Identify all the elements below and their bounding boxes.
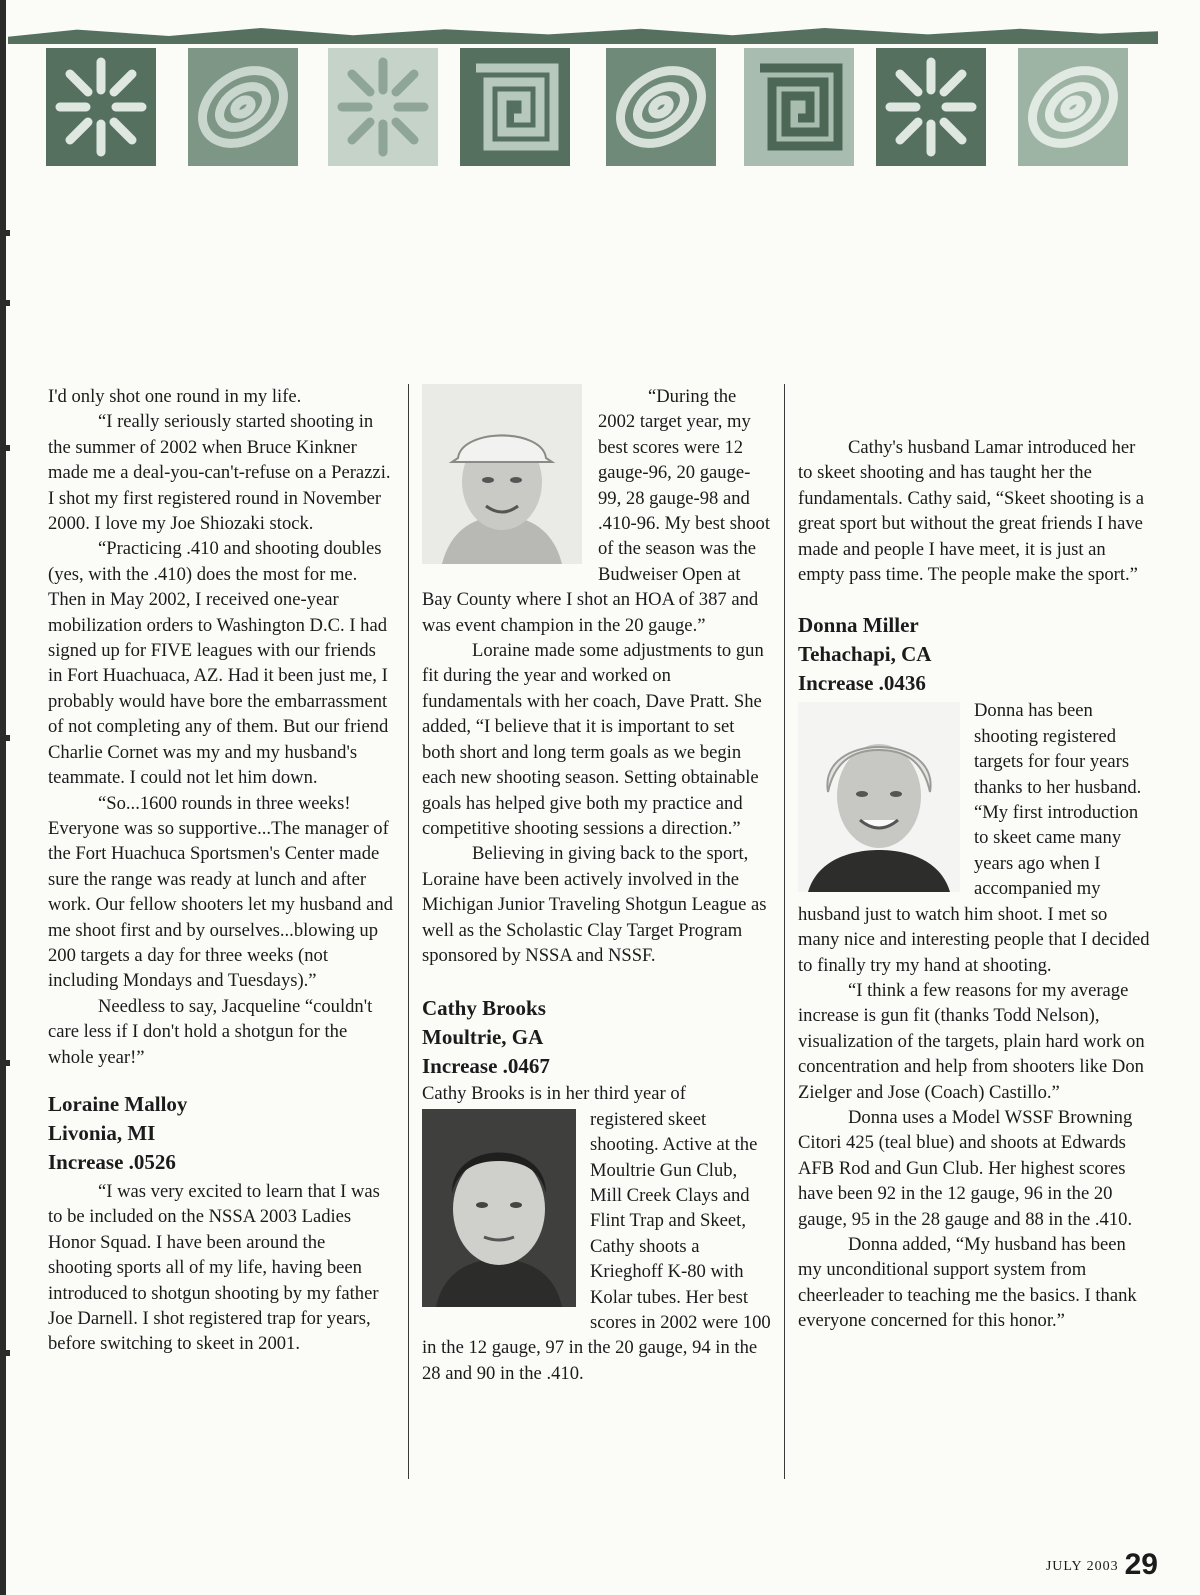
portrait-photo-donna <box>798 702 960 892</box>
edge-mark <box>4 230 10 236</box>
profile-location: Moultrie, GA <box>422 1025 544 1050</box>
paragraph: Donna uses a Model WSSF Browning Citori 425 (teal blue) and shoots at Edwards AFB Rod and Gun Club. Her highest scores have been 92 in the 12 gauge, 96 in the 20 gauge, 95 in the 28 gauge and 88 in the .410. <box>798 1106 1133 1230</box>
column-rule <box>784 384 785 1479</box>
profile-name: Loraine Malloy <box>48 1091 188 1116</box>
profile-heading-loraine <box>48 1090 393 1177</box>
paragraph: Donna added, “My husband has been my unconditional support system from cheerleader to teaching me the basics. I thank everyone concerned for this honor.” <box>798 1233 1137 1332</box>
profile-name: Cathy Brooks <box>422 996 546 1021</box>
star-icon <box>46 48 156 166</box>
paragraph: “So...1600 rounds in three weeks! Everyone was so supportive...The manager of the Fort Huachuca Sportsmen's Center made sure the range was ready at lunch and after work. Our fellow shooters let my husband and me shoot first and by ourselves...blowing up 200 targets a day for three weeks (not including Mondays and Tuesdays).” <box>48 792 393 992</box>
paragraph: Believing in giving back to the sport, Loraine have been actively involved in the Michigan Junior Traveling Shotgun League as well as the Scholastic Clay Target Program sponsored by NSSA and NSSF. <box>422 843 767 966</box>
profile-heading-donna <box>798 611 1153 698</box>
column-1 <box>48 384 393 1357</box>
profile-increase: Increase .0526 <box>48 1149 176 1174</box>
spiral-icon <box>188 48 298 166</box>
paragraph: “I was very excited to learn that I was to be included on the NSSA 2003 Ladies Honor Squad. I have been around the shooting sports all of my life, having been introduced to shotgun shooting by my father Joe Darnell. I shot registered trap for years, before switching to skeet in 2001. <box>48 1180 380 1355</box>
profile-increase: Increase .0467 <box>422 1054 550 1079</box>
column-rule <box>408 384 409 1479</box>
paragraph: Cathy's husband Lamar introduced her to skeet shooting and has taught her the fundamentals. Cathy said, “Skeet shooting is a great sport but without the great friends I have made and people I have meet, it is just an empty pass time. The people make the sport.” <box>798 437 1144 586</box>
profile-location: Livonia, MI <box>48 1120 156 1145</box>
paragraph: “Practicing .410 and shooting doubles (yes, with the .410) does the most for me. Then in May 2002, I received one-year mobilization orders to Washington D.C. I had signed up for FIVE leagues with our friends in Fort Huachuaca, AZ. Had it been just me, I probably would have bore the embarrassment of not completing any of them. But our friend Charlie Cornet was my and my husband's teammate. I could not let him down. <box>48 538 389 789</box>
portrait-photo-loraine <box>422 384 582 564</box>
paragraph: “I really seriously started shooting in the summer of 2002 when Bruce Kinkner made me a deal-you-can't-refuse on a Perazzi. I shot my first registered round in November 2000. I love my Joe Shiozaki stock. <box>48 411 391 535</box>
paragraph: Cathy Brooks is in her third year of <box>422 1083 686 1105</box>
profile-location: Tehachapi, CA <box>798 642 932 667</box>
star-icon <box>328 48 438 166</box>
profile-name: Donna Miller <box>798 613 919 638</box>
page-folio <box>1046 1548 1158 1582</box>
star-icon <box>876 48 986 166</box>
page-number: 29 <box>1124 1548 1158 1581</box>
column-3-main <box>798 384 1153 1334</box>
profile-heading-cathy <box>422 994 772 1081</box>
paragraph: Loraine made some adjustments to gun fit during the year and worked on fundamentals with her coach, Dave Pratt. She added, “I believe that it is important to set both short and long term goals as we begin each new shooting season. Setting obtainable goals has helped give both my practice and competitive shooting sessions a direction.” <box>422 640 764 839</box>
issue-date: JULY 2003 <box>1045 1559 1119 1574</box>
paragraph: “During the 2002 target year, my best scores were 12 gauge-96, 20 gauge-99, 28 gauge-98 and .410-96. My best shoot of the season was the Budweiser Open at Bay County where I shot an HOA of 387 and was event champion in the 20 gauge.” <box>422 386 770 636</box>
portrait-photo-cathy <box>422 1109 576 1307</box>
paragraph: I'd only shot one round in my life. <box>48 386 302 407</box>
paragraph: Needless to say, Jacqueline “couldn't care less if I don't hold a shotgun for the whole year!” <box>48 995 373 1068</box>
paragraph: “I think a few reasons for my average increase is gun fit (thanks Todd Nelson), visualization of the targets, plain hard work on concentration and help from shooters like Don Zielger and Jose (Coach) Castillo.” <box>798 979 1145 1103</box>
spiral-icon <box>606 48 716 166</box>
decorative-banner <box>8 44 1158 166</box>
paragraph: registered skeet shooting. Active at the Moultrie Gun Club, Mill Creek Clays and Flint Trap and Skeet, Cathy shoots a Krieghoff K-80 with Kolar tubes. Her best scores in 2002 were 100 in the 12 gauge, 97 in the 20 gauge, 94 in the 28 and 90 in the .410. <box>422 1108 771 1384</box>
spiral-icon <box>1018 48 1128 166</box>
edge-mark <box>4 1350 10 1356</box>
paragraph: Donna has been shooting registered targets for four years thanks to her husband. “My first introduction to skeet came many years ago when I accompanied my husband just to watch him shoot. I met so many nice and interesting people that I decided to finally try my hand at shooting. <box>798 700 1150 976</box>
edge-mark <box>4 735 10 741</box>
profile-increase: Increase .0436 <box>798 671 926 696</box>
edge-mark <box>4 1060 10 1066</box>
edge-mark <box>4 445 10 451</box>
square-spiral-icon <box>460 48 570 166</box>
banner-strip <box>8 28 1158 44</box>
edge-mark <box>4 300 10 306</box>
square-spiral-icon <box>744 48 854 166</box>
column-2 <box>422 384 772 1386</box>
